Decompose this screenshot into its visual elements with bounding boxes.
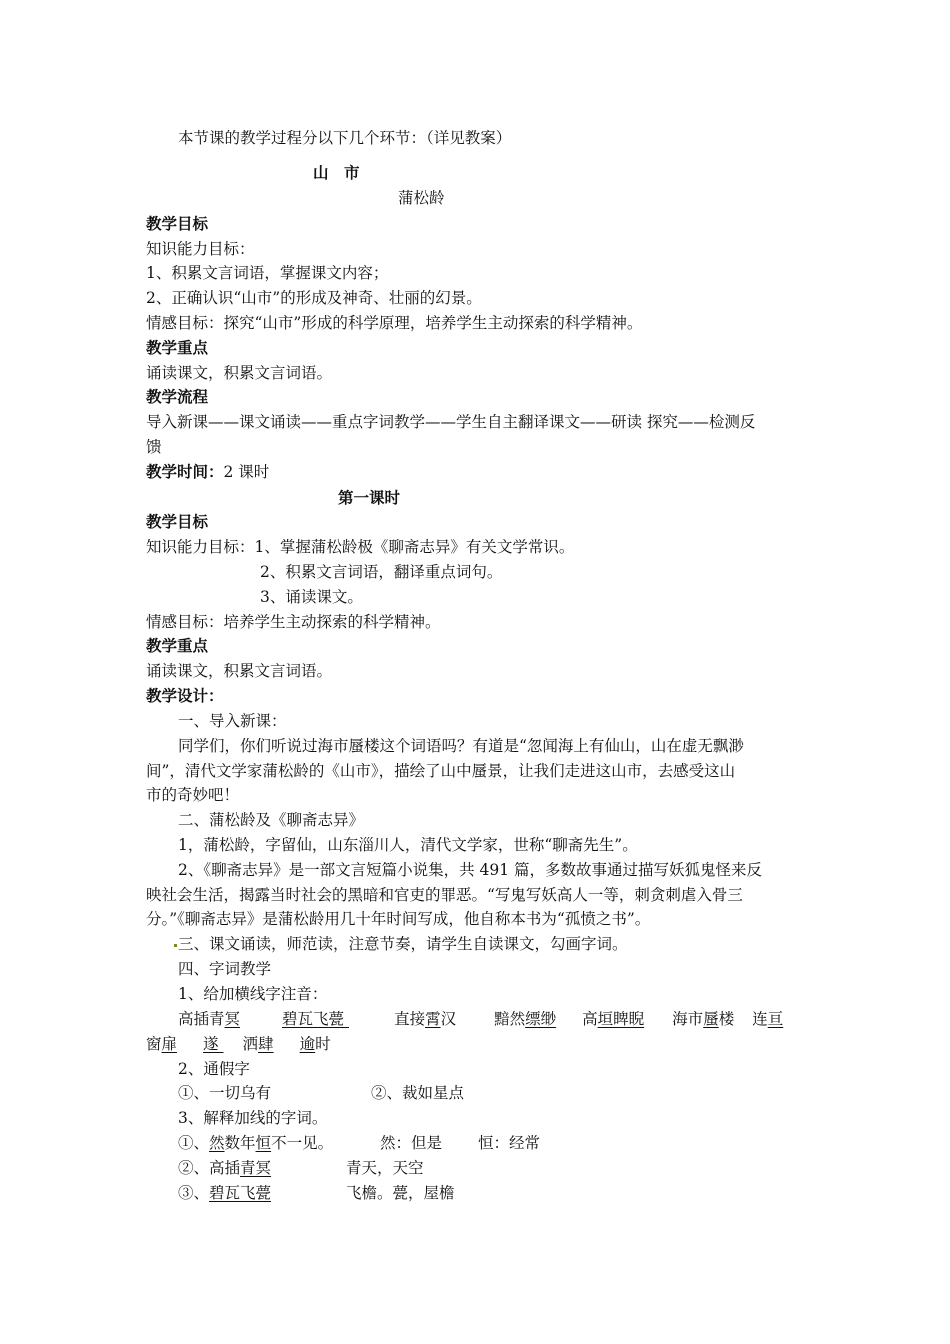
emotion-goal: 情感目标：探究“山市”形成的科学原理，培养学生主动探索的科学精神。 [146, 314, 643, 332]
explain-1: ①、然数年恒不一见。 [178, 1134, 334, 1152]
section-4: 四、字词教学 [178, 960, 272, 978]
goal-heading: 教学目标 [146, 215, 209, 233]
explain-3: ③、碧瓦飞甍 [178, 1184, 272, 1202]
intro-line: 本节课的教学过程分以下几个环节：（详见教案） [178, 129, 512, 147]
teaching-time [146, 460, 269, 484]
vocab-word: 高垣睥睨 [582, 1010, 645, 1028]
explain-2: ②、高插青冥 [178, 1159, 272, 1177]
margin-mark [174, 944, 177, 947]
knowledge-label: 知识能力目标： [146, 240, 255, 258]
tongjia-2: ②、裁如星点 [371, 1084, 465, 1102]
para-2: 1，蒲松龄，字留仙，山东淄川人，清代文学家，世称“聊斋先生”。 [178, 836, 638, 854]
flow-heading: 教学流程 [146, 388, 209, 406]
focus-heading: 教学重点 [146, 339, 209, 357]
author-line: 蒲松龄 [398, 189, 445, 207]
lesson1-knowledge-3: 3、诵读课文。 [260, 588, 363, 606]
goal-item-1: 1、积累文言词语，掌握课文内容； [146, 264, 389, 282]
flow-line-1: 导入新课——课文诵读——重点字词教学——学生自主翻译课文——研读 探究——检测反 [146, 413, 756, 431]
lesson1-knowledge-1: 知识能力目标：1、掌握蒲松龄极《聊斋志异》有关文学常识。 [146, 538, 575, 556]
lesson1-focus-heading: 教学重点 [146, 637, 209, 655]
para-1c: 市的奇妙吧！ [146, 786, 240, 804]
vocab-word: 高插青冥 [178, 1010, 241, 1028]
explain-1-answer-1: 然：但是 [380, 1134, 443, 1152]
lesson1-goal-heading: 教学目标 [146, 513, 209, 531]
vocab-word: 逾时 [299, 1035, 331, 1053]
vocab-word: 遂 [203, 1035, 219, 1053]
lesson1-heading: 第一课时 [338, 489, 401, 507]
vocab-word: 碧瓦飞甍 [282, 1010, 345, 1028]
para-3c: 分。”《聊斋志异》是蒲松龄用几十年时间写成，他自称本书为“孤愤之书”。 [146, 910, 651, 928]
goal-item-2: 2、正确认识“山市”的形成及神奇、壮丽的幻景。 [146, 289, 482, 307]
question-2: 2、通假字 [178, 1060, 250, 1078]
lesson1-knowledge-2: 2、积累文言词语，翻译重点词句。 [260, 563, 503, 581]
para-1b: 间”，清代文学家蒲松龄的《山市》，描绘了山中蜃景，让我们走进这山市，去感受这山 [146, 762, 736, 780]
vocab-word: 窗扉 [146, 1035, 178, 1053]
lesson1-emotion: 情感目标：培养学生主动探索的科学精神。 [146, 613, 441, 631]
lesson-title: 山 市 [313, 164, 360, 182]
section-1: 一、导入新课： [178, 712, 287, 730]
para-1a: 同学们，你们听说过海市蜃楼这个词语吗？有道是“忽闻海上有仙山，山在虚无飘渺 [178, 737, 744, 755]
para-3a: 2、《聊斋志异》是一部文言短篇小说集，共 491 篇，多数故事通过描写妖狐鬼怪来反 [178, 861, 763, 879]
tongjia-1: ①、一切乌有 [178, 1084, 272, 1102]
question-3: 3、解释加线的字词。 [178, 1109, 328, 1127]
vocab-line-1 [178, 1007, 783, 1031]
vocab-word: 连亘 [752, 1010, 784, 1028]
vocab-word: 海市蜃楼 [672, 1010, 735, 1028]
vocab-word: 黯然缥缈 [494, 1010, 557, 1028]
vocab-word: 直接霄汉 [394, 1010, 457, 1028]
question-1: 1、给加横线字注音： [178, 985, 328, 1003]
para-3b: 映社会生活，揭露当时社会的黑暗和官吏的罪恶。“写鬼写妖高人一等，刺贪刺虐入骨三 [146, 886, 743, 904]
flow-line-2: 馈 [146, 438, 162, 456]
explain-3-answer: 飞檐。甍，屋檐 [346, 1184, 455, 1202]
design-heading: 教学设计： [146, 687, 224, 705]
section-2: 二、蒲松龄及《聊斋志异》 [178, 811, 365, 829]
time-value: 2 课时 [223, 463, 270, 481]
time-label: 教学时间： [146, 463, 224, 481]
focus-text: 诵读课文，积累文言词语。 [146, 364, 333, 382]
section-3: 三、课文诵读，师范读，注意节奏，请学生自读课文，勾画字词。 [178, 935, 628, 953]
lesson1-focus-text: 诵读课文，积累文言词语。 [146, 662, 333, 680]
explain-1-answer-2: 恒：经常 [478, 1134, 541, 1152]
explain-2-answer: 青天，天空 [346, 1159, 424, 1177]
vocab-line-2 [146, 1032, 331, 1056]
vocab-word: 洒肆 [242, 1035, 274, 1053]
